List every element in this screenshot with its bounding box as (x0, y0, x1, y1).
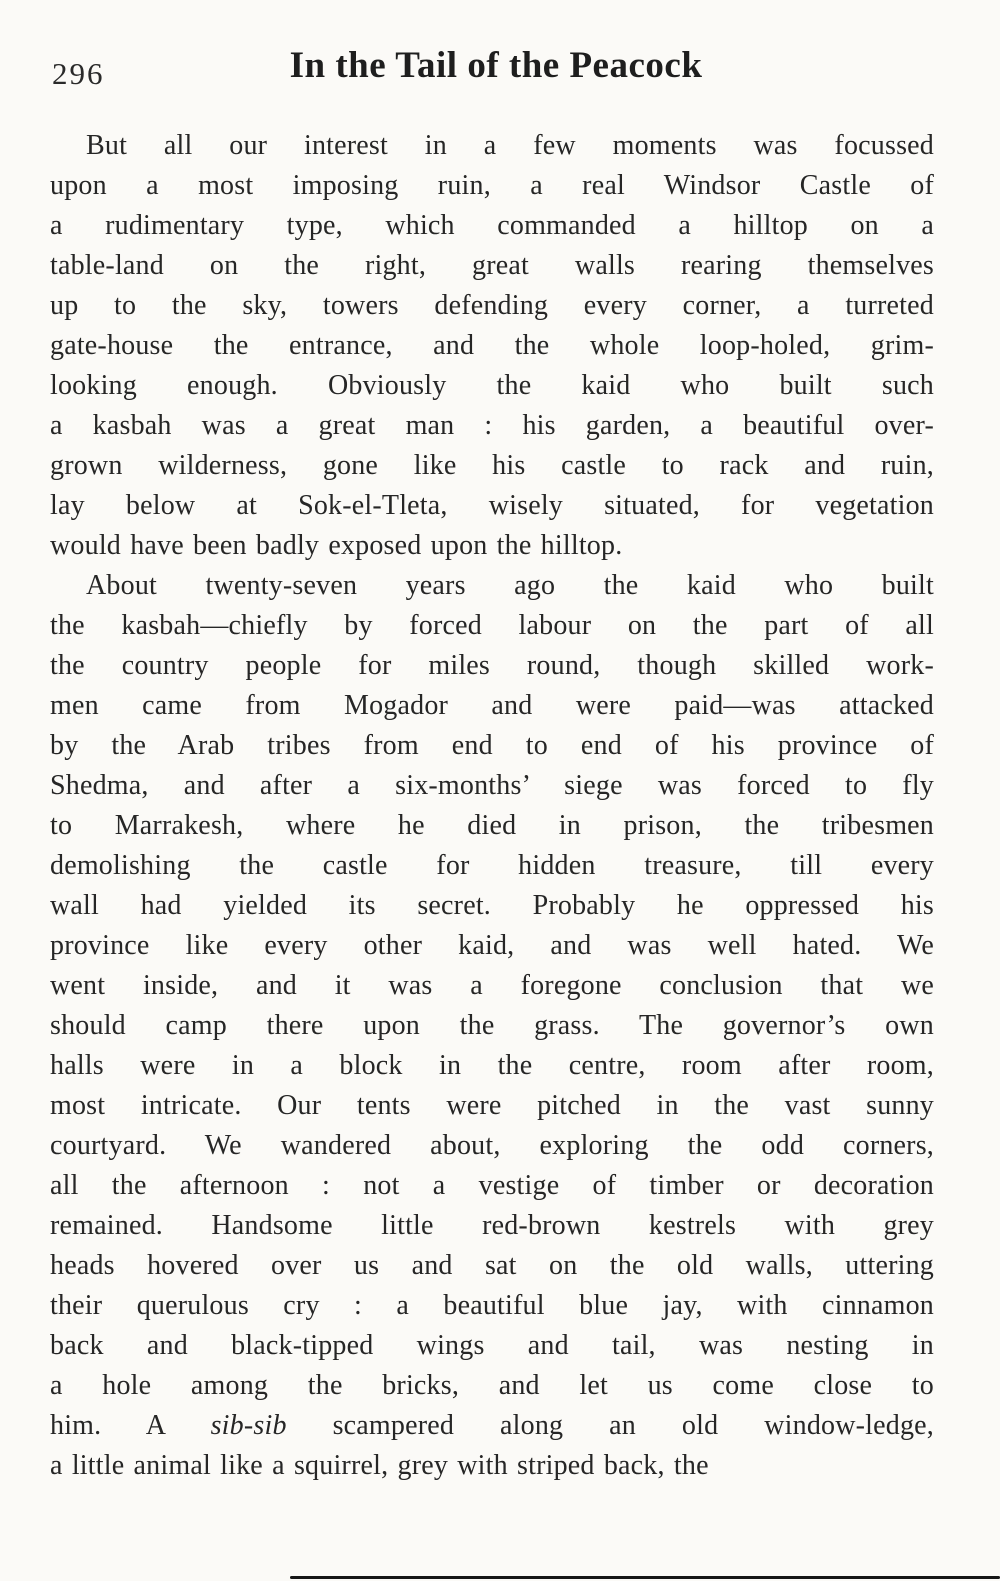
text-line: grown wilderness, gone like his castle to rack and ruin, (50, 450, 934, 481)
text-line: courtyard. We wandered about, exploring the odd corners, (50, 1130, 934, 1161)
text-line: lay below at Sok-el-Tleta, wisely situated, for vegetation (50, 490, 934, 521)
text-line: table-land on the right, great walls rearing themselves (50, 250, 934, 281)
text-line: province like every other kaid, and was well hated. We (50, 930, 934, 961)
running-header-title: In the Tail of the Peacock (289, 45, 703, 86)
page-number: 296 (52, 56, 105, 91)
text-line: up to the sky, towers defending every corner, a turreted (50, 290, 934, 321)
text-line: remained. Handsome little red-brown kestrels with grey (50, 1210, 934, 1241)
text-line: should camp there upon the grass. The governor’s own (50, 1010, 934, 1041)
text-line: looking enough. Obviously the kaid who built such (50, 370, 934, 401)
running-header (50, 44, 942, 102)
text-line: a rudimentary type, which commanded a hilltop on a (50, 210, 934, 241)
text-line: But all our interest in a few moments was focussed (86, 130, 934, 161)
text-line: men came from Mogador and were paid—was attacked (50, 690, 934, 721)
text-line: a hole among the bricks, and let us come close to (50, 1370, 934, 1401)
text-line: all the afternoon : not a vestige of timber or decoration (50, 1170, 934, 1201)
text-line: halls were in a block in the centre, room after room, (50, 1050, 934, 1081)
text-line: upon a most imposing ruin, a real Windsor Castle of (50, 170, 934, 201)
text-line: wall had yielded its secret. Probably he oppressed his (50, 890, 934, 921)
text-block (50, 126, 934, 1486)
text-line: the country people for miles round, though skilled work- (50, 650, 934, 681)
text-line: would have been badly exposed upon the hilltop. (50, 530, 623, 561)
text-line: back and black-tipped wings and tail, was nesting in (50, 1330, 934, 1361)
text-line: him. A sib-sib scampered along an old window-ledge, (50, 1410, 934, 1441)
text-line: went inside, and it was a foregone conclusion that we (50, 970, 934, 1001)
text-line: the kasbah—chiefly by forced labour on the part of all (50, 610, 934, 641)
text-line: their querulous cry : a beautiful blue jay, with cinnamon (50, 1290, 934, 1321)
text-line: to Marrakesh, where he died in prison, the tribesmen (50, 810, 934, 841)
text-line: by the Arab tribes from end to end of his province of (50, 730, 934, 761)
text-line: a kasbah was a great man : his garden, a beautiful over- (50, 410, 934, 441)
text-line: About twenty-seven years ago the kaid who built (86, 570, 934, 601)
paragraph (50, 126, 934, 566)
text-line: demolishing the castle for hidden treasure, till every (50, 850, 934, 881)
text-line: heads hovered over us and sat on the old walls, uttering (50, 1250, 934, 1281)
paragraph (50, 566, 934, 1486)
text-line: gate-house the entrance, and the whole loop-holed, grim- (50, 330, 934, 361)
scan-artifact-line (290, 1576, 1000, 1579)
text-line: a little animal like a squirrel, grey with striped back, the (50, 1450, 709, 1481)
text-line: most intricate. Our tents were pitched in the vast sunny (50, 1090, 934, 1121)
text-line: Shedma, and after a six-months’ siege was forced to fly (50, 770, 934, 801)
